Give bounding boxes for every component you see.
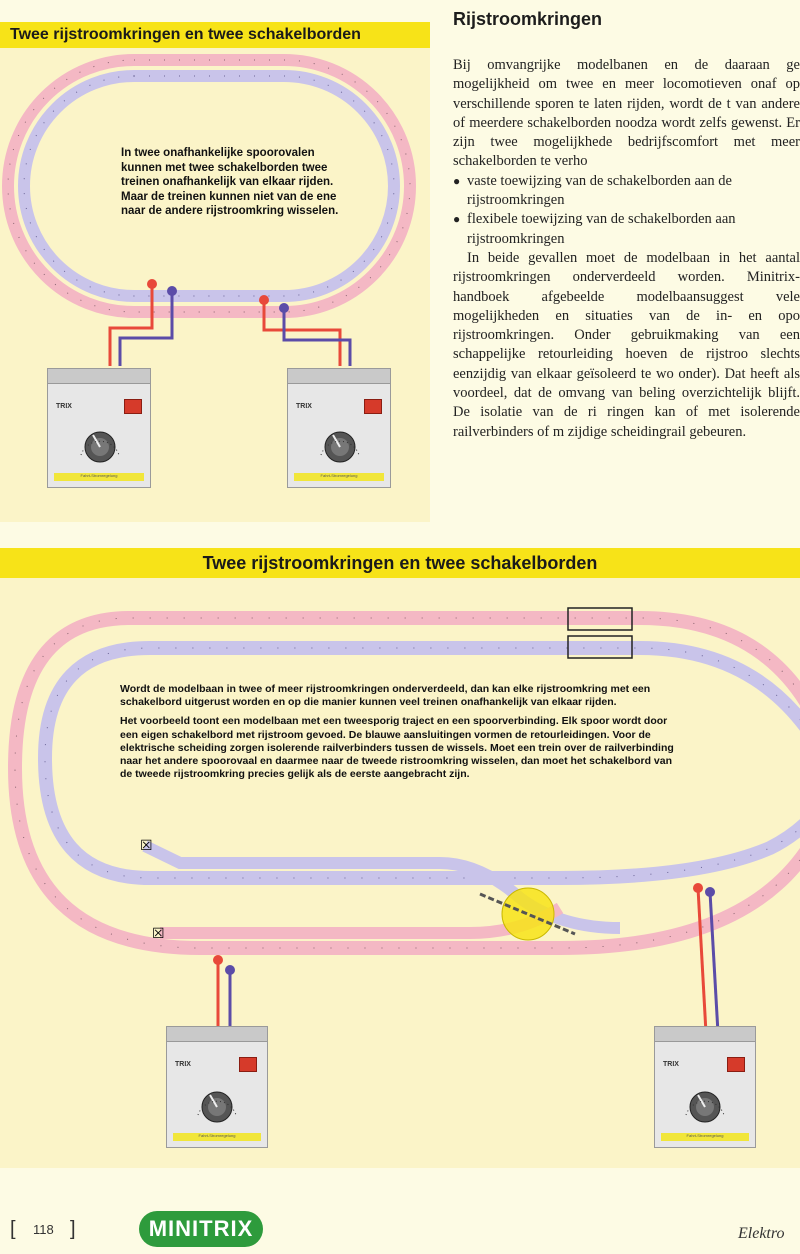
turnout-highlight <box>502 888 554 940</box>
control-box-top-left[interactable] <box>47 368 151 488</box>
control-indicator <box>124 399 142 414</box>
control-knob[interactable] <box>314 421 366 465</box>
control-box-bottom-left[interactable] <box>166 1026 268 1148</box>
control-indicator <box>364 399 382 414</box>
control-box-top-right[interactable] <box>287 368 391 488</box>
bottom-panel-title: Twee rijstroomkringen en twee schakelborden <box>0 548 800 578</box>
page-bracket-close: ] <box>70 1218 76 1240</box>
control-brand: TRIX <box>175 1061 191 1068</box>
control-plate: Fahrt-Stromregelung <box>54 473 144 481</box>
control-indicator <box>727 1057 745 1072</box>
footer <box>0 1205 800 1254</box>
article-body <box>453 56 800 442</box>
article-bullet-1: ● vaste toewijzing van de schakelborden aan de rijstroomkringen <box>453 172 800 211</box>
top-panel-title: Twee rijstroomkringen en twee schakelborden <box>0 22 430 48</box>
bottom-note-para-2: Het voorbeeld toont een modelbaan met een tweesporig traject en een spoorverbinding. Elk spoor wordt door een eigen schakelbord met rijstroom gevoed. De blauwe aansluitingen vormen de retourleidingen. Voor de elektrische scheiding zorgen isolerende railverbinders tussen de wissels. Moet een trein over de railverbinding naar het andere spoorovaal en daarmee naar de tweede ristroomkring wisselen, dan moet het schakelbord van de tweede rijstroomkring precies gelijk als de eerste aangebracht zijn. <box>120 715 674 781</box>
control-knob[interactable] <box>679 1081 731 1125</box>
control-brand: TRIX <box>56 403 72 410</box>
control-brand: TRIX <box>296 403 312 410</box>
wire-return-right <box>710 892 718 1033</box>
siding-track-lower <box>160 908 560 933</box>
page-number: 118 <box>33 1222 54 1237</box>
article-para-1: Bij omvangrijke modelbanen en de daaraan ge mogelijkheid om twee en meer locomotieven onaf op verschillende sporen te laten rijden, wordt de t van andere of meerdere schakelborden noodza wordt zelfs gewenst. Er zijn twee mogelijkhede bedrijfscomfort met meer schakelborden te verho <box>453 57 800 170</box>
wire-feed-right <box>698 888 706 1033</box>
svg-text:☒: ☒ <box>152 925 165 941</box>
control-knob[interactable] <box>191 1081 243 1125</box>
control-indicator <box>239 1057 257 1072</box>
minitrix-logo: MINITRIX <box>139 1211 263 1247</box>
outer-track <box>15 618 800 948</box>
control-box-bottom-right[interactable] <box>654 1026 756 1148</box>
svg-text:☒: ☒ <box>140 837 153 853</box>
article-bullet-2: ● flexibele toewijzing van de schakelborden aan rijstroomkringen <box>453 210 800 249</box>
control-brand: TRIX <box>663 1061 679 1068</box>
control-knob[interactable] <box>74 421 126 465</box>
article-title: Rijstroomkringen <box>453 9 603 29</box>
page-bracket-open: [ <box>10 1218 16 1240</box>
control-plate: Fahrt-Stromregelung <box>173 1133 261 1141</box>
article-para-2: In beide gevallen moet de modelbaan in het aantal rijstroomkringen onderverdeeld worden. Minitrix-handboek afgebeelde modelbaansuggest vele mogelijkheden en situaties van de in- en opo rijstroomkringen. Onder gebruikmaking van een schappelijke retourleiding hoeven de rijstroo slechts eenzijdig van elkaar geïsoleerd te wo onder). Dat heeft als voordeel, dat de omvang van beling overzichtelijk blijft. De isolatie van de ri ringen kan of met isolerende railverbinders of m zijdige scheidingrail gebeuren. <box>453 249 800 440</box>
bottom-note-para-1: Wordt de modelbaan in twee of meer rijstroomkringen onderverdeeld, dan kan elke rijstroomkring met een schakelbord uitgerust worden en op die manier kunnen veel treinen onafhankelijk van elkaar rijden. <box>120 683 651 709</box>
section-title: Elektro <box>738 1225 785 1242</box>
bottom-panel-note <box>120 683 680 781</box>
top-panel-note: In twee onafhankelijke spoorovalen kunnen met twee schakelborden twee treinen onafhankelijk van elkaar rijden. Maar de treinen kunnen niet van de ene naar de andere rijstroomkring wisselen. <box>121 147 339 217</box>
control-plate: Fahrt-Stromregelung <box>294 473 384 481</box>
control-plate: Fahrt-Stromregelung <box>661 1133 749 1141</box>
